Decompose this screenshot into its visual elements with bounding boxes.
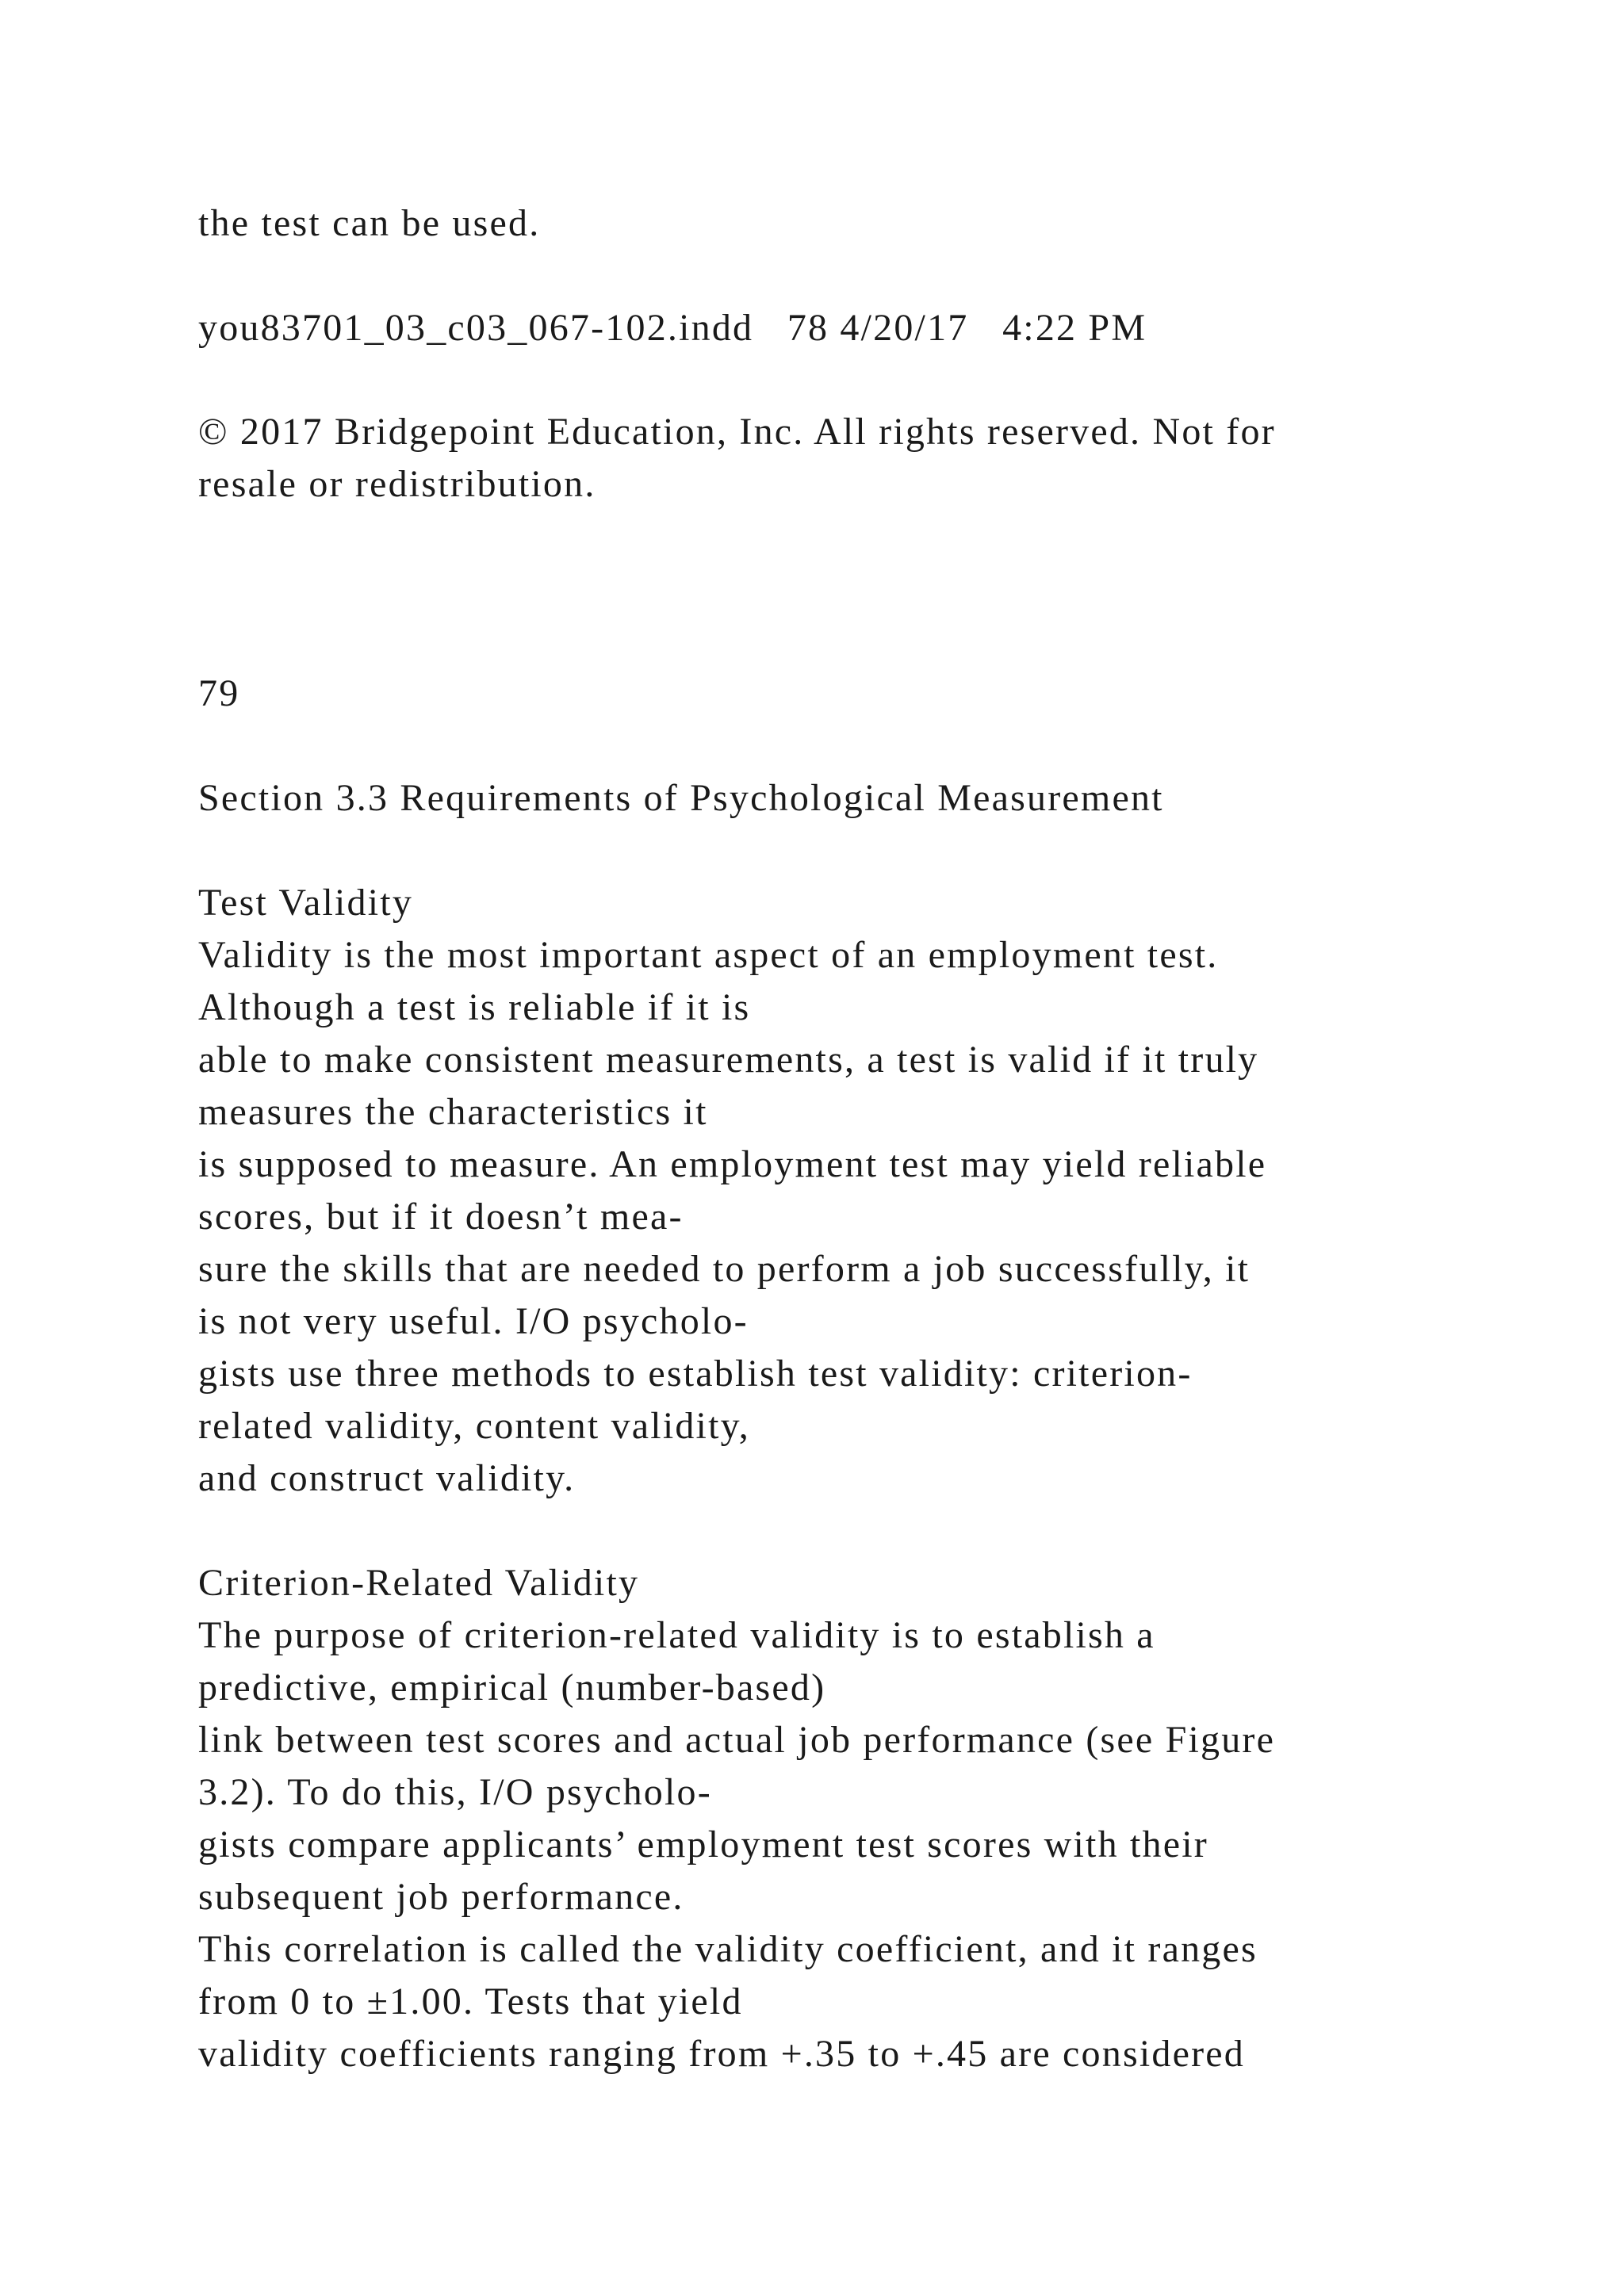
text-line: Validity is the most important aspect of an employment test. <box>198 934 1219 976</box>
text-line: gists use three methods to establish test validity: criterion- <box>198 1353 1193 1395</box>
heading-criterion-related-validity: Criterion-Related Validity <box>198 1562 640 1604</box>
text-line: validity coefficients ranging from +.35 to +.45 are considered <box>198 2033 1245 2075</box>
text-line: subsequent job performance. <box>198 1876 684 1918</box>
text-line: link between test scores and actual job performance (see Figure <box>198 1719 1276 1761</box>
text-line: 3.2). To do this, I/O psycholo- <box>198 1771 712 1813</box>
text-line: and construct validity. <box>198 1457 576 1499</box>
section-title: Section 3.3 Requirements of Psychological Measurement <box>198 777 1164 819</box>
text-line: from 0 to ±1.00. Tests that yield <box>198 1980 743 2022</box>
page-number: 79 <box>198 672 240 714</box>
text-line: scores, but if it doesn’t mea- <box>198 1196 684 1238</box>
file-info-line: you83701_03_c03_067-102.indd 78 4/20/17 4:22 PM <box>198 307 1147 349</box>
copyright-line: © 2017 Bridgepoint Education, Inc. All rights reserved. Not for <box>198 411 1276 453</box>
text-line: related validity, content validity, <box>198 1405 750 1447</box>
heading-test-validity: Test Validity <box>198 882 414 924</box>
text-line: able to make consistent measurements, a test is valid if it truly <box>198 1039 1259 1081</box>
text-line: is not very useful. I/O psycholo- <box>198 1300 749 1342</box>
text-line: is supposed to measure. An employment test may yield reliable <box>198 1143 1267 1185</box>
text-line: measures the characteristics it <box>198 1091 708 1133</box>
text-line: The purpose of criterion-related validity is to establish a <box>198 1614 1155 1656</box>
text-line: Although a test is reliable if it is <box>198 986 751 1028</box>
text-line: This correlation is called the validity coefficient, and it ranges <box>198 1928 1258 1970</box>
text-line: the test can be used. <box>198 202 541 244</box>
text-line: gists compare applicants’ employment test scores with their <box>198 1823 1208 1866</box>
text-line: predictive, empirical (number-based) <box>198 1667 826 1709</box>
text-line: sure the skills that are needed to perform a job successfully, it <box>198 1248 1251 1290</box>
copyright-line: resale or redistribution. <box>198 463 596 505</box>
